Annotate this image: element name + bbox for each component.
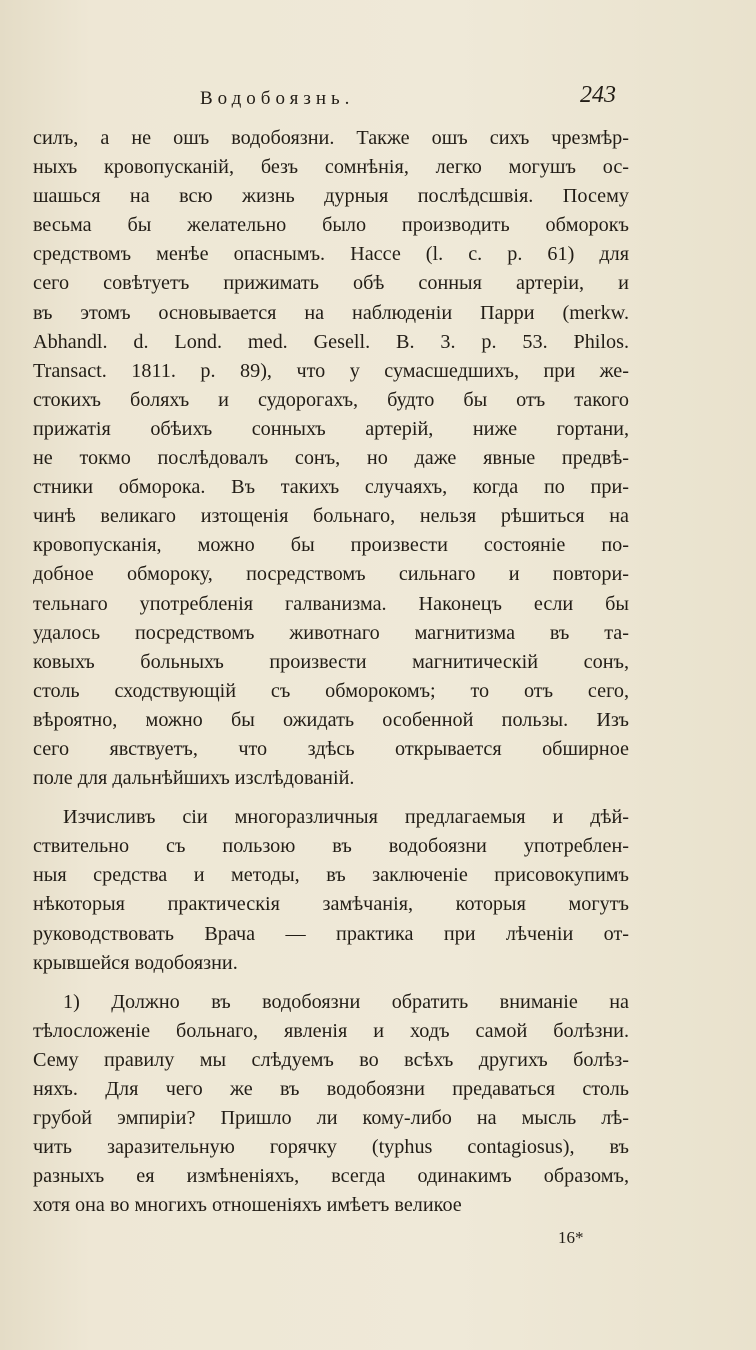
paragraph xyxy=(33,124,629,793)
text-line: Сему правилу мы слѣдуемъ во всѣхъ другихъ болѣз- xyxy=(33,1048,629,1071)
text-line: разныхъ ея измѣненіяхъ, всегда одинакимъ образомъ, xyxy=(33,1165,629,1188)
text-line: удалось посредствомъ животнаго магнитизма въ та- xyxy=(33,621,629,644)
text-line: въ этомъ основывается на наблюденіи Парри (merkw. xyxy=(33,301,629,324)
running-title: Водобоязнь. xyxy=(200,88,355,109)
text-line: тельнаго употребленія галванизма. Наконецъ если бы xyxy=(33,592,629,615)
text-line: силъ, а не ошъ водобоязни. Также ошъ сихъ чрезмѣр- xyxy=(33,127,629,149)
body-text xyxy=(33,124,629,1230)
text-line: шашься на всю жизнь дурныя послѣдсшвія. Посему xyxy=(33,185,629,208)
text-line: чинѣ великаго изтощенія больнаго, нельзя рѣшиться на xyxy=(33,505,629,528)
text-line: Изчисливъ сіи многоразличныя предлагаемыя и дѣй- xyxy=(63,806,629,829)
text-line: средствомъ менѣе опаснымъ. Нассе (l. c. p. 61) для xyxy=(33,243,629,266)
text-line: ныя средства и методы, въ заключеніе присовокупимъ xyxy=(33,864,629,887)
text-line: нѣкоторыя практическія замѣчанія, которыя могутъ xyxy=(33,893,629,916)
text-line: поле для дальнѣйшихъ изслѣдованій. xyxy=(33,767,355,790)
page-header xyxy=(0,82,756,118)
page-number: 243 xyxy=(580,82,616,108)
text-line: тѣлосложеніе больнаго, явленія и ходъ самой болѣзни. xyxy=(33,1019,629,1042)
text-line: Abhandl. d. Lond. med. Gesell. B. 3. p. 53. Philos. xyxy=(33,330,629,353)
text-line: руководствовать Врача — практика при лѣченіи от- xyxy=(33,922,629,945)
text-line: прижатія обѣихъ сонныхъ артерій, ниже гортани, xyxy=(33,417,629,440)
text-line: крывшейся водобоязни. xyxy=(33,951,238,974)
text-line: 1) Должно въ водобоязни обратить вниманіе на xyxy=(63,990,629,1013)
text-line: стокихъ боляхъ и судорогахъ, будто бы отъ такого xyxy=(33,388,629,411)
text-line: стники обморока. Въ такихъ случаяхъ, когда по при- xyxy=(33,476,629,499)
text-line: Transact. 1811. p. 89), что у сумасшедшихъ, при же- xyxy=(33,359,629,382)
text-line: чить заразительную горячку (typhus contagiosus), въ xyxy=(33,1136,629,1159)
paragraph xyxy=(33,803,629,978)
text-line: хотя она во многихъ отношеніяхъ имѣетъ великое xyxy=(33,1194,462,1217)
text-line: ствительно съ пользою въ водобоязни употреблен- xyxy=(33,835,629,858)
text-line: ковыхъ больныхъ произвести магнитическій сонъ, xyxy=(33,650,629,673)
text-line: столь сходствующій съ обморокомъ; то отъ сего, xyxy=(33,679,629,702)
text-line: сего совѣтуетъ прижимать обѣ сонныя артеріи, и xyxy=(33,272,629,295)
text-line: вѣроятно, можно бы ожидать особенной пользы. Изъ xyxy=(33,708,629,731)
text-line: кровопусканія, можно бы произвести состояніе по- xyxy=(33,534,629,557)
text-line: весьма бы желательно было производить обморокъ xyxy=(33,214,629,237)
text-line: ныхъ кровопусканій, безъ сомнѣнія, легко могушъ ос- xyxy=(33,156,629,179)
text-line: не токмо послѣдовалъ сонъ, но даже явные предвѣ- xyxy=(33,447,629,470)
signature-mark: 16* xyxy=(558,1228,584,1247)
text-line: добное обмороку, посредствомъ сильнаго и повтори- xyxy=(33,563,629,586)
text-line: грубой эмпиріи? Пришло ли кому-либо на мысль лѣ- xyxy=(33,1107,629,1130)
text-line: няхъ. Для чего же въ водобоязни предаваться столь xyxy=(33,1078,629,1100)
text-line: сего явствуетъ, что здѣсь открывается обширное xyxy=(33,737,629,760)
paragraph xyxy=(33,988,629,1221)
